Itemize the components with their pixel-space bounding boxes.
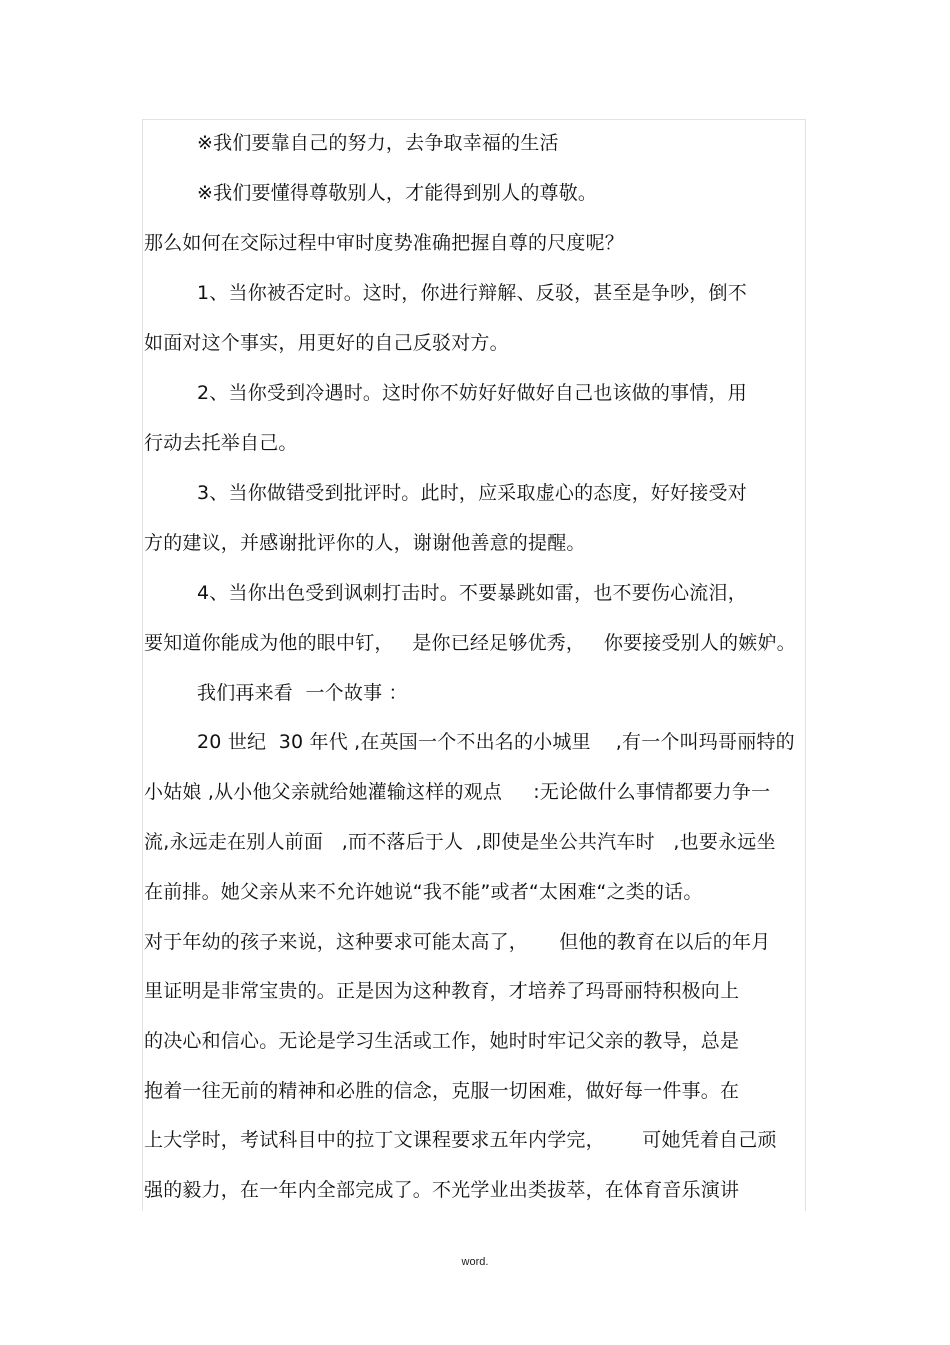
text-line-4: 1、当你被否定时。这时，你进行辩解、反驳，甚至是争吵，倒不 bbox=[197, 282, 747, 304]
text-line-19: 的决心和信心。无论是学习生活或工作，她时时牢记父亲的教导，总是 bbox=[144, 1030, 740, 1052]
text-line-14: 小姑娘 ,从小他父亲就给她灌输这样的观点 :无论做什么事情都要力争一 bbox=[144, 781, 771, 803]
text-line-7: 行动去托举自己。 bbox=[144, 432, 298, 454]
text-line-20: 抱着一往无前的精神和必胜的信念，克服一切困难，做好每一件事。在 bbox=[144, 1080, 740, 1102]
text-line-6: 2、当你受到冷遇时。这时你不妨好好做好自己也该做的事情，用 bbox=[197, 382, 747, 404]
page-footer: word. bbox=[461, 1256, 489, 1268]
text-line-18: 里证明是非常宝贵的。正是因为这种教育，才培养了玛哥丽特积极向上 bbox=[144, 980, 740, 1002]
text-line-21: 上大学时，考试科目中的拉丁文课程要求五年内学完， 可她凭着自己顽 bbox=[144, 1129, 777, 1151]
text-line-9: 方的建议，并感谢批评你的人，谢谢他善意的提醒。 bbox=[144, 532, 586, 554]
text-line-1: ※我们要靠自己的努力，去争取幸福的生活 bbox=[197, 132, 559, 154]
text-line-13: 20 世纪 30 年代 ,在英国一个不出名的小城里 ,有一个叫玛哥丽特的 bbox=[197, 731, 795, 753]
text-line-12: 我们再来看 一个故事 ： bbox=[197, 682, 408, 704]
text-line-22: 强的毅力，在一年内全部完成了。不光学业出类拔萃，在体育音乐演讲 bbox=[144, 1179, 740, 1201]
text-line-2: ※我们要懂得尊敬别人，才能得到别人的尊敬。 bbox=[197, 182, 598, 204]
text-line-17: 对于年幼的孩子来说，这种要求可能太高了， 但他的教育在以后的年月 bbox=[144, 931, 771, 953]
text-line-8: 3、当你做错受到批评时。此时，应采取虚心的态度，好好接受对 bbox=[197, 482, 747, 504]
text-line-16: 在前排。她父亲从来不允许她说“我不能”或者“太困难“之类的话。 bbox=[144, 881, 703, 903]
text-line-5: 如面对这个事实，用更好的自己反驳对方。 bbox=[144, 332, 509, 354]
text-line-10: 4、当你出色受到讽刺打击时。不要暴跳如雷，也不要伤心流泪， bbox=[197, 582, 747, 604]
text-line-11: 要知道你能成为他的眼中钉， 是你已经足够优秀， 你要接受别人的嫉妒。 bbox=[144, 632, 796, 654]
text-line-15: 流,永远走在别人前面 ,而不落后于人 ,即使是坐公共汽车时 ,也要永远坐 bbox=[144, 831, 776, 853]
text-line-3: 那么如何在交际过程中审时度势准确把握自尊的尺度呢？ bbox=[144, 232, 625, 254]
